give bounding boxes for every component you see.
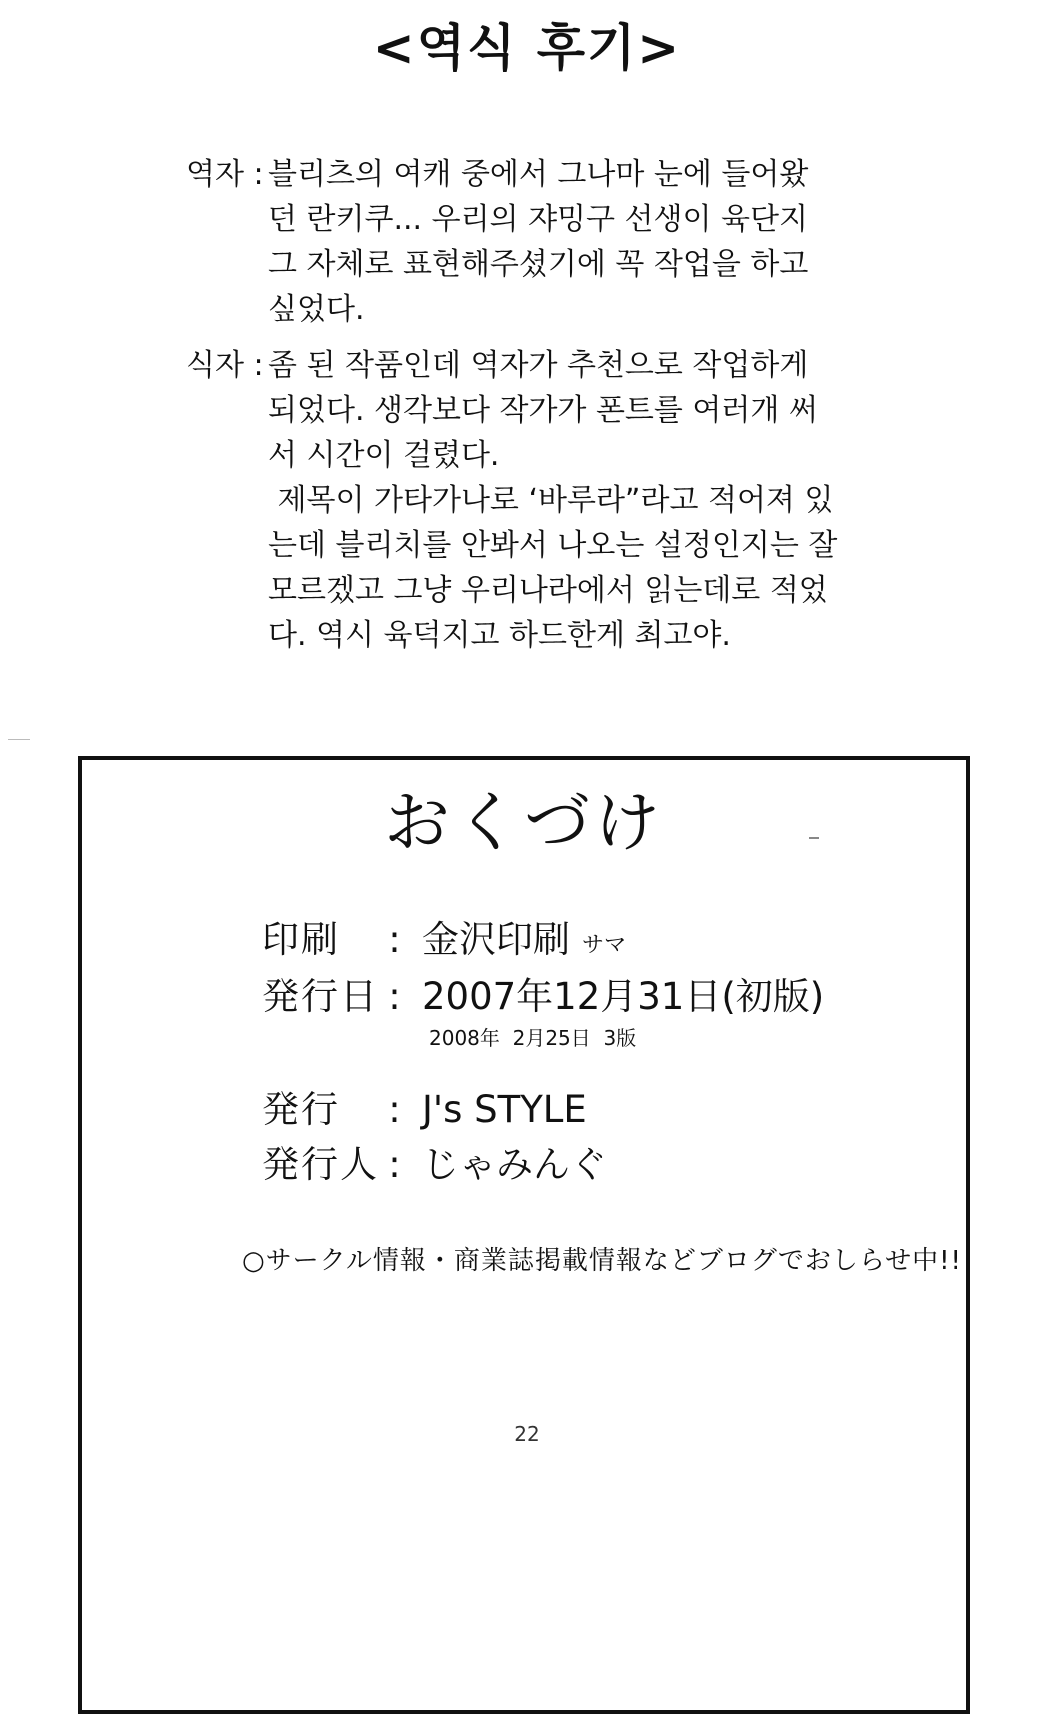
- issuer-row: [262, 1140, 607, 1190]
- colon: :: [388, 1088, 401, 1131]
- circle-notice: ○サークル情報・商業誌掲載情報などブログでおしらせ中!!: [242, 1246, 962, 1276]
- publisher-row: [262, 1085, 587, 1135]
- print-suffix: サマ: [582, 933, 627, 958]
- edition-line: 2008年 2月25日 3版: [429, 1026, 637, 1050]
- date-row: [262, 972, 824, 1022]
- page-title: <역식 후기>: [372, 19, 682, 77]
- note-line: 되었다. 생각보다 작가가 폰트를 여러개 써: [268, 393, 818, 428]
- note-line: 좀 된 작품인데 역자가 추천으로 작업하게: [268, 348, 809, 383]
- colon: :: [388, 918, 401, 961]
- print-value: 金沢印刷: [422, 918, 570, 961]
- note-line: 블리츠의 여캐 중에서 그나마 눈에 들어왔: [268, 157, 809, 192]
- translator-label: 역자 :: [186, 157, 274, 192]
- issuer-label: 発行人: [262, 1143, 379, 1186]
- note-line: 싶었다.: [268, 292, 365, 327]
- issuer-value: じゃみんぐ: [422, 1143, 607, 1186]
- colon: :: [388, 975, 401, 1018]
- date-label: 発行日: [262, 975, 379, 1018]
- note-line: 는데 블리치를 안봐서 나오는 설정인지는 잘: [268, 528, 838, 563]
- colophon-box: [78, 756, 970, 1714]
- publisher-value: J's STYLE: [422, 1088, 587, 1131]
- note-line: 던 란키쿠... 우리의 쟈밍구 선생이 육단지: [268, 202, 808, 237]
- publisher-label: 発行: [262, 1088, 340, 1131]
- colophon-title: おくづけ: [384, 784, 664, 861]
- typesetter-label: 식자 :: [186, 348, 274, 383]
- colon: :: [388, 1143, 401, 1186]
- note-line: 그 자체로 표현해주셨기에 꼭 작업을 하고: [268, 247, 809, 282]
- typesetter-note: [186, 343, 886, 658]
- edge-mark: [8, 739, 30, 740]
- note-line: 제목이 가타가나로 ‘바루라”라고 적어져 있: [268, 483, 834, 518]
- print-label: 印刷: [262, 918, 340, 961]
- print-row: [262, 915, 626, 971]
- note-line: 다. 역시 육덕지고 하드한게 최고야.: [268, 618, 731, 653]
- date-value: 2007年12月31日(初版): [422, 975, 825, 1018]
- note-line: 모르겠고 그냥 우리나라에서 읽는데로 적었: [268, 573, 828, 608]
- page-number: 22: [514, 1422, 540, 1446]
- translator-note: [186, 152, 886, 332]
- note-line: 서 시간이 걸렸다.: [268, 438, 500, 473]
